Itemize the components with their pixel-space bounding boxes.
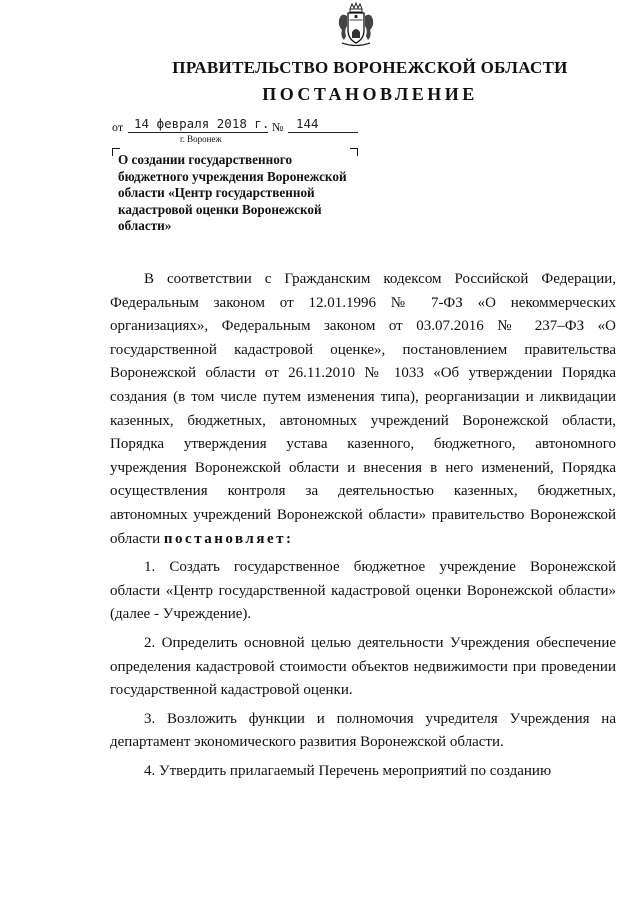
date-number-line (112, 116, 372, 136)
decree-word: постановляет: (163, 530, 294, 547)
number-value: 144 (296, 116, 319, 131)
date-prefix: от (112, 120, 124, 134)
document-subject: О создании государственного бюджетного учреждения Воронежской области «Центр государственной кадастровой оценки Воронежской области» (118, 152, 347, 234)
preamble-paragraph (110, 268, 616, 551)
document-body (110, 268, 616, 783)
city-label: г. Воронеж (180, 134, 222, 144)
list-item: 4. Утвердить прилагаемый Перечень мероприятий по созданию (144, 762, 552, 779)
date-value: 14 февраля 2018 г. (134, 116, 270, 131)
subject-corner-right (350, 148, 358, 156)
coat-of-arms-icon (334, 2, 378, 48)
list-item: 3. Возложить функции и полномочия учредителя Учреждения на департамент экономического развития Воронежской области. (110, 710, 616, 751)
list-item: 2. Определить основной целью деятельности Учреждения обеспечение определения кадастровой стоимости объектов недвижимости при проведении государственной кадастровой оценки. (110, 634, 616, 699)
list-item: 1. Создать государственное бюджетное учреждение Воронежской области «Центр государственной кадастровой оценки Воронежской области» (далее - Учреждение). (110, 559, 616, 623)
preamble-text: В соответствии с Гражданским кодексом Российской Федерации, Федеральным законом от 12.01.1996 № 7-ФЗ «О некоммерческих организациях», Федеральным законом от 03.07.2016 № 237–ФЗ «О государственной кадастровой оценке», постановлением правительства Воронежской области от 26.11.2010 № 1033 «Об утверждении Порядка создания (в том числе путем изменения типа), реорганизации и ликвидации казенных, бюджетных, автономных учреждений Воронежской области, Порядка утверждения устава казенного, бюджетного, автономного учреждения Воронежской области и внесения в него изменений, Порядка осуществления контроля за деятельностью казенных, бюджетных, автономных учреждений Воронежской области» правительство Воронежской области (110, 271, 616, 547)
number-prefix: № (272, 120, 284, 134)
document-type: ПОСТАНОВЛЕНИЕ (262, 84, 478, 104)
organization-title: ПРАВИТЕЛЬСТВО ВОРОНЕЖСКОЙ ОБЛАСТИ (172, 58, 568, 77)
